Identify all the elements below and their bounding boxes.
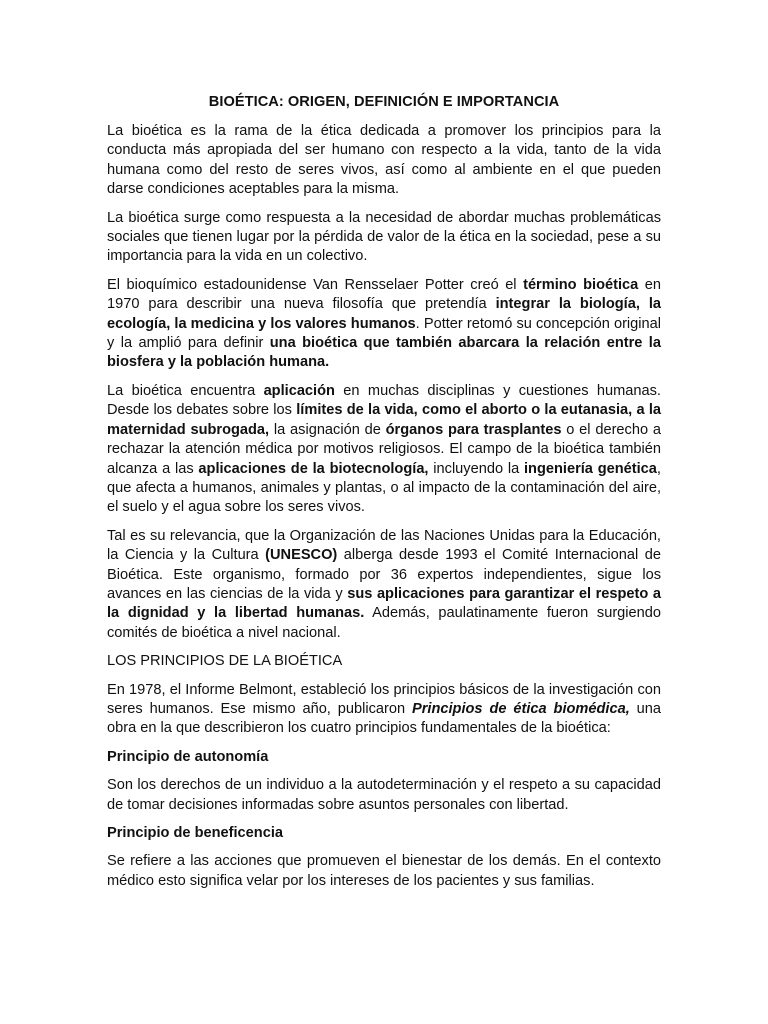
bold-run: órganos para trasplantes [385, 421, 562, 438]
text-run: En 1978, el Informe Belmont, estableció los principios básicos de la investigación con seres humanos. Ese mismo año, publicaron [107, 681, 661, 717]
text-run: La bioética encuentra [107, 382, 264, 399]
heading-beneficencia: Principio de beneficencia [107, 825, 283, 841]
paragraph-belmont [107, 681, 661, 739]
document-title: BIOÉTICA: ORIGEN, DEFINICIÓN E IMPORTANCIA [208, 94, 560, 110]
text-run: en 1970 para describir una nueva filosofía que pretendía [107, 276, 661, 313]
paragraph-autonomia: Son los derechos de un individuo a la autodeterminación y el respeto a su capacidad de tomar decisiones informadas sobre asuntos personales con libertad. [107, 777, 661, 813]
bold-run: aplicación [263, 382, 335, 399]
bold-italic-run: Principios de ética biomédica, [412, 700, 630, 717]
text-run: alberga desde 1993 el Comité Internacional de Bioética. Este organismo, formado por 36 expertos independientes, sigue los avances en las ciencias de la vida y [107, 547, 661, 602]
bold-run: (UNESCO) [265, 547, 338, 564]
bold-run: ingeniería genética [523, 460, 657, 477]
text-run: Además, paulatinamente fueron surgiendo comités de bioética a nivel nacional. [107, 605, 661, 641]
text-run: o el derecho a rechazar la atención médica por motivos religiosos. El campo de la bioética también alcanza a las [107, 421, 661, 477]
paragraph-applications [107, 382, 661, 518]
section-heading: LOS PRINCIPIOS DE LA BIOÉTICA [107, 653, 343, 670]
paragraph-origin: La bioética surge como respuesta a la necesidad de abordar muchas problemáticas sociales que tienen lugar por la pérdida de valor de la ética en la sociedad, pese a su importancia para la vida en un colectivo. [107, 209, 661, 265]
bold-run: límites de la vida, como el aborto o la eutanasia, a la maternidad subrogada, [107, 402, 661, 438]
paragraph-unesco [107, 527, 661, 643]
paragraph-beneficencia: Se refiere a las acciones que promueven el bienestar de los demás. En el contexto médico esto significa velar por los intereses de los pacientes y sus familias. [107, 853, 661, 889]
paragraph-definition: La bioética es la rama de la ética dedicada a promover los principios para la conducta más apropiada del ser humano con respecto a la vida, tanto de la vida humana como del resto de seres vivos, así como al ambiente en el que pueden darse condiciones aceptables para la misma. [107, 123, 661, 198]
text-run: la asignación de [269, 421, 386, 438]
bold-run: integrar la biología, la ecología, la medicina y los valores humanos [107, 296, 661, 332]
text-run: en muchas disciplinas y cuestiones humanas. Desde los debates sobre los [107, 382, 661, 419]
bold-run: aplicaciones de la biotecnología, [198, 460, 429, 477]
text-run: El bioquímico estadounidense Van Rensselaer Potter creó el [107, 276, 524, 293]
bold-run: una bioética que también abarcara la relación entre la biosfera y la población humana. [107, 335, 661, 371]
text-run: . Potter retomó su concepción original y la amplió para definir [107, 315, 662, 352]
text-run: Tal es su relevancia, que la Organización de las Naciones Unidas para la Educación, la Ciencia y la Cultura [107, 527, 661, 564]
heading-autonomia: Principio de autonomía [107, 748, 269, 765]
bold-run: término bioética [523, 276, 639, 293]
paragraph-potter [107, 276, 661, 373]
bold-run: sus aplicaciones para garantizar el respeto a la dignidad y la libertad humanas. [107, 585, 661, 622]
text-run: incluyendo la [428, 460, 524, 477]
text-run: , que afecta a humanos, animales y plantas, o al impacto de la contaminación del aire, el suelo y el agua sobre los seres vivos. [107, 460, 661, 516]
text-run: una obra en la que describieron los cuatro principios fundamentales de la bioética: [107, 700, 662, 737]
